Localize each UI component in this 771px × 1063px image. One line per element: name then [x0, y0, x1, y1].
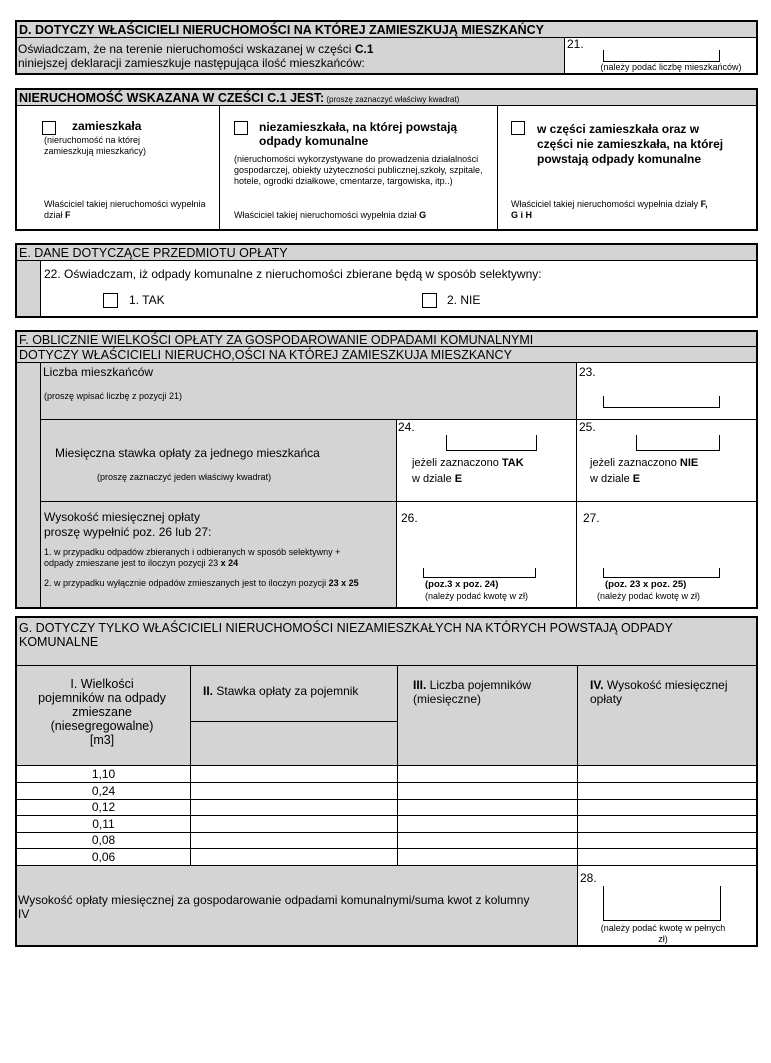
rate-input-cell[interactable] — [191, 832, 398, 849]
container-count-input-cell[interactable] — [398, 832, 578, 849]
container-size-cell: 0,24 — [17, 783, 191, 800]
checkbox-zamieszkala[interactable] — [42, 121, 56, 135]
section-d — [15, 20, 758, 75]
opt-czesciowo-footer: Właściciel takiej nieruchomości wypełnia działy F, G i H — [511, 199, 708, 220]
opt-niezamieszkala-desc: (nieruchomości wykorzystywane do prowadzenia działalności gospodarczej, obiekty użyteczności publicznej,szkoły, szpitale, hotele, ogrodki działkowe, cmentarze, targowiska, itp..) — [234, 154, 483, 186]
stawka-label: Miesięczna stawka opłaty za jednego mieszkańca — [55, 446, 320, 460]
rate-input-cell[interactable] — [191, 816, 398, 833]
label-nie: 2. NIE — [447, 293, 481, 307]
opt-zamieszkala-title: zamieszkała — [72, 119, 142, 133]
container-count-input-cell[interactable] — [398, 849, 578, 866]
fee-input-cell[interactable] — [578, 832, 756, 849]
checkbox-niezamieszkala[interactable] — [234, 121, 248, 135]
col-1-header: I. Wielkości pojemników na odpady zmieszane (niesegregowalne) [m3] — [17, 666, 191, 766]
rate-input-cell[interactable] — [191, 766, 398, 783]
opt-czesciowo-title: w części zamieszkała oraz w części nie zamieszkała, na której powstają odpady komunalne — [537, 122, 724, 166]
container-count-input-cell[interactable] — [398, 783, 578, 800]
section-d-statement-2: niniejszej deklaracji zamieszkuje następująca ilość mieszkańców: — [18, 56, 365, 70]
container-size-cell: 0,11 — [17, 816, 191, 833]
liczba-mieszkancow-label: Liczba mieszkańców — [43, 365, 154, 379]
suma-label: Wysokość opłaty miesięcznej za gospodarowanie odpadami komunalnymi/suma kwot z kolumny IV — [18, 893, 530, 921]
container-count-input-cell[interactable] — [398, 816, 578, 833]
container-size-cell: 0,12 — [17, 799, 191, 816]
checkbox-nie[interactable] — [422, 293, 437, 308]
pos-26-hint: (należy podać kwotę w zł) — [425, 591, 529, 601]
pos-25-dzial: w dziale E — [590, 473, 641, 485]
section-g-header: G. DOTYCZY TYLKO WŁAŚCICIELI NIERUCHOMOŚCI NIEZAMIESZKAŁYCH NA KTÓRYCH POWSTAJĄ ODPADY KOMUNALNE — [17, 618, 756, 666]
opt-zamieszkala-desc: (nieruchomość na której zamieszkują mieszkańcy) — [44, 135, 147, 156]
opt-zamieszkala-footer: Właściciel takiej nieruchomości wypełnia dział F — [44, 199, 206, 220]
residents-count-field[interactable] — [603, 50, 720, 62]
pos-23-field[interactable] — [603, 396, 720, 408]
rate-input-cell[interactable] — [191, 783, 398, 800]
pos-24-field[interactable] — [446, 435, 537, 451]
stawka-hint: (proszę zaznaczyć jeden właściwy kwadrat) — [97, 472, 272, 482]
col-3-header: III. Liczba pojemników (miesięczne) — [398, 666, 578, 766]
pos-28-label: 28. — [580, 871, 597, 885]
pos-23-label: 23. — [579, 365, 596, 379]
fee-input-cell[interactable] — [578, 849, 756, 866]
pos-25-condition: jeżeli zaznaczono NIE — [590, 457, 699, 469]
wysokosc-label: Wysokość miesięcznej opłaty — [44, 510, 200, 524]
fee-input-cell[interactable] — [578, 783, 756, 800]
liczba-mieszkancow-hint: (proszę wpisać liczbę z pozycji 21) — [44, 391, 183, 401]
pos-28-hint: (należy podać kwotę w pełnych zł) — [600, 923, 726, 944]
pos-24-dzial: w dziale E — [412, 473, 463, 485]
section-g — [15, 616, 758, 947]
section-d-statement: Oświadczam, że na terenie nieruchomości wskazanej w części C.1 — [18, 42, 374, 56]
pos-27-hint: (należy podać kwotę w zł) — [597, 591, 701, 601]
stawka-label-cell — [41, 420, 397, 502]
container-count-input-cell[interactable] — [398, 766, 578, 783]
checkbox-tak[interactable] — [103, 293, 118, 308]
section-e-header: E. DANE DOTYCZĄCE PRZEDMIOTU OPŁATY — [17, 245, 756, 261]
pos-25-label: 25. — [579, 420, 596, 434]
section-f-subheader: DOTYCZY WŁAŚCICIELI NIERUCHO,OŚCI NA KTÓREJ ZAMIESZKUJA MIESZKANCY — [17, 347, 756, 363]
pos-28-field[interactable] — [603, 886, 721, 921]
liczba-mieszkancow-label-cell — [41, 363, 577, 420]
wysokosc-label-cell — [41, 502, 397, 607]
rate-input-cell[interactable] — [191, 799, 398, 816]
col-4-header: IV. Wysokość miesięcznej opłaty — [578, 666, 756, 766]
section-d-header: D. DOTYCZY WŁAŚCICIELI NIERUCHOMOŚCI NA KTÓREJ ZAMIESZKUJĄ MIESZKAŃCY — [17, 22, 756, 38]
pos-21-hint: (należy podać liczbę mieszkańców) — [600, 62, 742, 72]
property-type-section — [15, 88, 758, 231]
pos-26-label: 26. — [401, 511, 418, 525]
col-2-header: II. Stawka opłaty za pojemnik — [191, 666, 398, 722]
pos-24-label: 24. — [398, 420, 415, 434]
container-size-cell: 0,06 — [17, 849, 191, 866]
suma-label-cell — [17, 866, 578, 945]
opt-niezamieszkala-footer: Właściciel takiej nieruchomości wypełnia dział G — [234, 210, 427, 220]
section-d-text-area — [17, 38, 565, 73]
container-size-cell: 0,08 — [17, 832, 191, 849]
pos-25-field[interactable] — [636, 435, 720, 451]
fee-input-cell[interactable] — [578, 816, 756, 833]
wysokosc-item-1: 1. w przypadku odpadów zbieranych i odbieranych w sposób selektywny + odpady zmieszane jest to iloczyn pozycji 23 x 24 — [44, 547, 341, 568]
pos-24-condition: jeżeli zaznaczono TAK — [412, 457, 524, 469]
checkbox-czesciowo-zamieszkala[interactable] — [511, 121, 525, 135]
fee-input-cell[interactable] — [578, 799, 756, 816]
label-tak: 1. TAK — [129, 293, 165, 307]
rate-input-cell[interactable] — [191, 849, 398, 866]
fee-input-cell[interactable] — [578, 766, 756, 783]
property-type-header: NIERUCHOMOŚĆ WSKAZANA W CZEŚCI C.1 JEST: (proszę zaznaczyć właściwy kwadrat) — [17, 90, 756, 106]
wysokosc-instruction: proszę wypełnić poz. 26 lub 27: — [44, 525, 212, 539]
wysokosc-item-2: 2. w przypadku wyłącznie odpadów zmieszanych jest to iloczyn pozycji 23 x 25 — [44, 578, 359, 588]
pos-26-field[interactable] — [423, 568, 536, 578]
container-count-input-cell[interactable] — [398, 799, 578, 816]
pos-27-field[interactable] — [603, 568, 720, 578]
section-e — [15, 243, 758, 318]
pos-21-label: 21. — [567, 37, 584, 51]
pos-27-calc: (poz. 23 x poz. 25) — [605, 579, 687, 590]
section-f — [15, 330, 758, 609]
opt-niezamieszkala-title: niezamieszkała, na której powstają odpady komunalne — [259, 120, 458, 148]
section-f-header: F. OBLICZNIE WIELKOŚCI OPŁATY ZA GOSPODAROWANIE ODPADAMI KOMUNALNYMI — [17, 332, 756, 347]
pos-27-label: 27. — [583, 511, 600, 525]
pos-26-calc: (poz.3 x poz. 24) — [425, 579, 499, 590]
question-22: 22. Oświadczam, iż odpady komunalne z nieruchomości zbierane będą w sposób selektywny: — [44, 267, 542, 281]
container-size-cell: 1,10 — [17, 766, 191, 783]
